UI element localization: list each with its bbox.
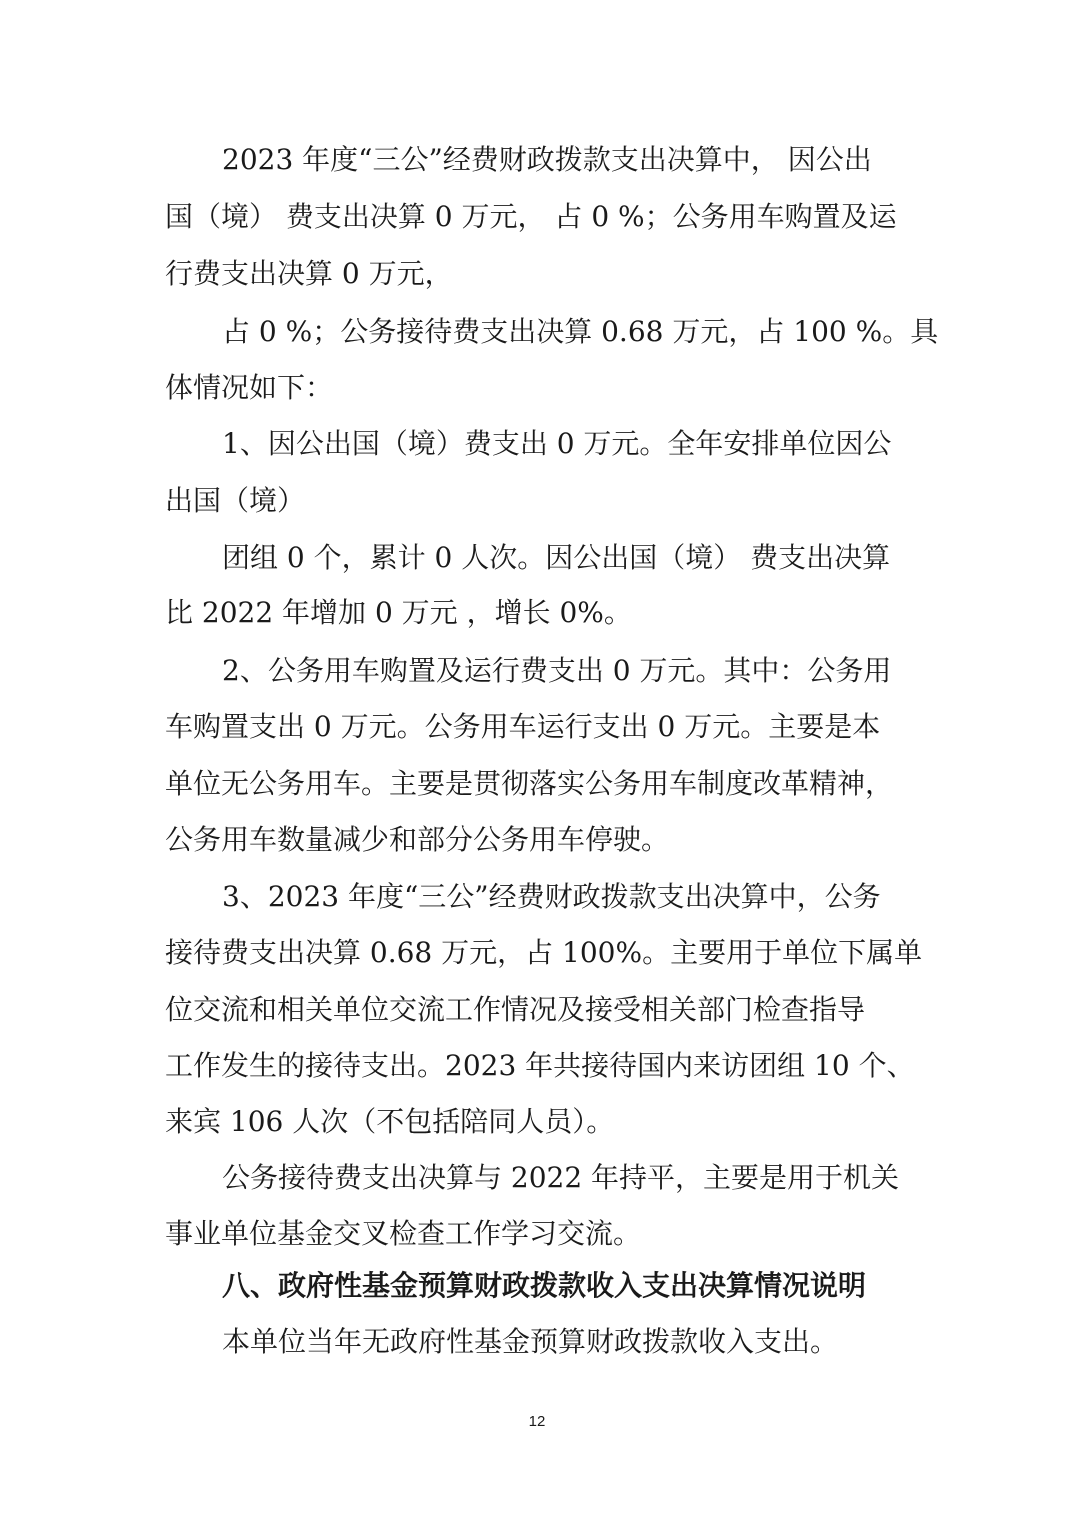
- page-number: 12: [528, 1413, 546, 1430]
- text-line: 车购置支出 0 万元。公务用车运行支出 0 万元。主要是本: [165, 710, 881, 743]
- text-line: 事业单位基金交叉检查工作学习交流。: [165, 1217, 642, 1250]
- text-line: 占 0 %；公务接待费支出决算 0.68 万元，占 100 %。具: [222, 315, 939, 348]
- text-line: 公务接待费支出决算与 2022 年持平，主要是用于机关: [222, 1161, 900, 1194]
- text-line: 行费支出决算 0 万元，: [165, 257, 453, 290]
- text-line: 3、2023 年度“三公”经费财政拨款支出决算中，公务: [222, 880, 881, 913]
- text-line: 团组 0 个，累计 0 人次。因公出国（境） 费支出决算: [222, 541, 891, 574]
- text-line: 国（境） 费支出决算 0 万元， 占 0 %；公务用车购置及运: [165, 200, 897, 233]
- text-line: 接待费支出决算 0.68 万元，占 100%。主要用于单位下属单: [165, 936, 923, 969]
- text-line: 体情况如下：: [165, 371, 334, 404]
- text-line: 工作发生的接待支出。2023 年共接待国内来访团组 10 个、: [165, 1049, 915, 1082]
- text-line: 单位无公务用车。主要是贯彻落实公务用车制度改革精神，: [165, 767, 894, 800]
- text-line: 出国（境）: [165, 484, 306, 517]
- text-line: 2、公务用车购置及运行费支出 0 万元。其中：公务用: [222, 654, 892, 687]
- text-line: 1、因公出国（境）费支出 0 万元。全年安排单位因公: [222, 427, 892, 460]
- text-line: 公务用车数量减少和部分公务用车停驶。: [165, 823, 670, 856]
- text-line: 本单位当年无政府性基金预算财政拨款收入支出。: [222, 1325, 839, 1358]
- text-line: 位交流和相关单位交流工作情况及接受相关部门检查指导: [165, 993, 866, 1026]
- section-heading: 八、政府性基金预算财政拨款收入支出决算情况说明: [222, 1269, 867, 1302]
- text-line: 比 2022 年增加 0 万元 ，增长 0%。: [165, 596, 632, 629]
- text-line: 来宾 106 人次（不包括陪同人员）。: [165, 1105, 615, 1138]
- text-line: 2023 年度“三公”经费财政拨款支出决算中， 因公出: [222, 143, 872, 176]
